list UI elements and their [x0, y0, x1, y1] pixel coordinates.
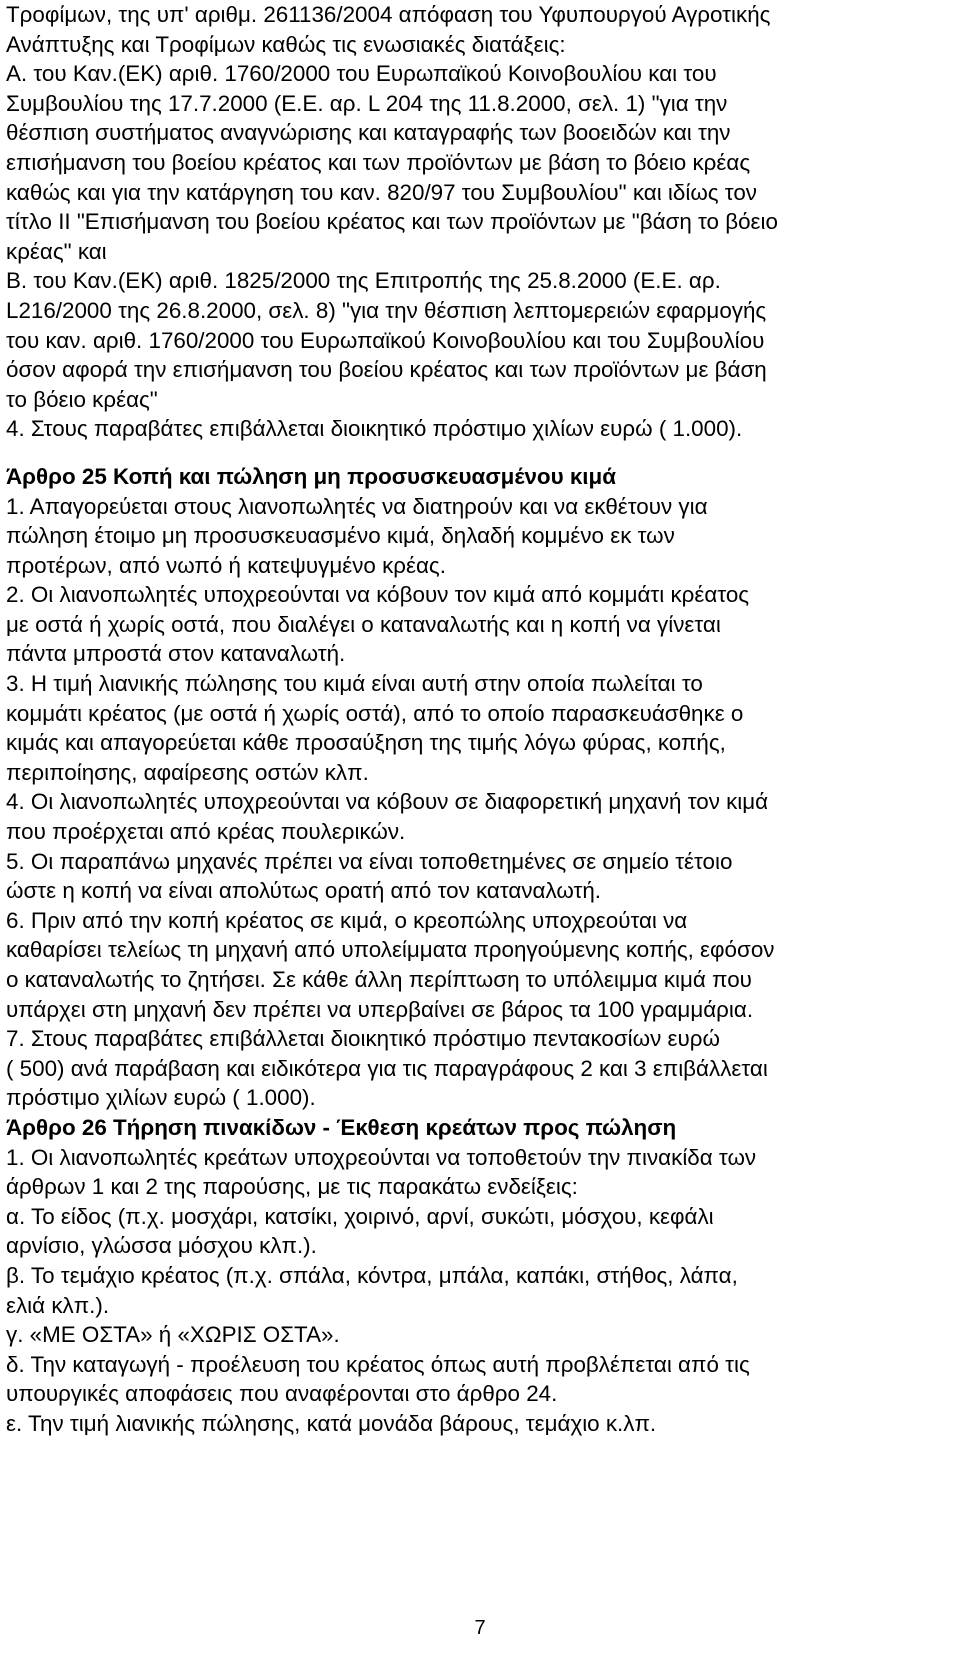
text-line: 6. Πριν από την κοπή κρέατος σε κιμά, ο κρεοπώλης υποχρεούται να: [6, 907, 688, 933]
spacer: [6, 444, 956, 462]
article-25-heading: Άρθρο 25 Κοπή και πώληση μη προσυσκευασμένου κιμά: [6, 463, 616, 489]
text-line: 1. Απαγορεύεται στους λιανοπωλητές να διατηρούν και να εκθέτουν για: [6, 493, 708, 519]
text-line: όσον αφορά την επισήμανση του βοείου κρέατος και των προϊόντων με βάση: [6, 357, 767, 383]
document-page: [6, 0, 956, 1439]
text-line: ελιά κλπ.).: [6, 1292, 110, 1318]
text-line: ( 500) ανά παράβαση και ειδικότερα για τις παραγράφους 2 και 3 επιβάλλεται: [6, 1055, 768, 1081]
text-line: κιμάς και απαγορεύεται κάθε προσαύξηση της τιμής λόγω φύρας, κοπής,: [6, 730, 726, 756]
text-line: 3. Η τιμή λιανικής πώλησης του κιμά είναι αυτή στην οποία πωλείται το: [6, 671, 703, 697]
text-line: 4. Στους παραβάτες επιβάλλεται διοικητικό πρόστιμο χιλίων ευρώ ( 1.000).: [6, 416, 743, 442]
text-line: πάντα μπροστά στον καταναλωτή.: [6, 641, 346, 667]
text-line: υπουργικές αποφάσεις που αναφέρονται στο άρθρο 24.: [6, 1381, 558, 1407]
text-line: Τροφίμων, της υπ' αριθμ. 261136/2004 απόφαση του Υφυπουργού Αγροτικής: [6, 2, 771, 27]
text-line: κομμάτι κρέατος (με οστά ή χωρίς οστά), από το οποίο παρασκευάσθηκε ο: [6, 700, 744, 726]
text-line: καθαρίσει τελείως τη μηχανή από υπολείμματα προηγούμενης κοπής, εφόσον: [6, 937, 775, 963]
text-line: θέσπιση συστήματος αναγνώρισης και καταγραφής των βοοειδών και την: [6, 120, 731, 146]
page-number: 7: [474, 1617, 486, 1639]
text-line: ε. Την τιμή λιανικής πώλησης, κατά μονάδα βάρους, τεμάχιο κ.λπ.: [6, 1410, 657, 1436]
text-line: δ. Την καταγωγή - προέλευση του κρέατος όπως αυτή προβλέπεται από τις: [6, 1351, 750, 1377]
text-line: καθώς και για την κατάργηση του καν. 820/97 του Συμβουλίου" και ιδίως τον: [6, 179, 757, 205]
text-line: 5. Οι παραπάνω μηχανές πρέπει να είναι τοποθετημένες σε σημείο τέτοιο: [6, 848, 733, 874]
article-26-heading: Άρθρο 26 Τήρηση πινακίδων - Έκθεση κρεάτων προς πώληση: [6, 1114, 677, 1140]
text-line: Α. του Καν.(ΕΚ) αριθ. 1760/2000 του Ευρωπαϊκού Κοινοβουλίου και του: [6, 61, 717, 87]
text-line: Ανάπτυξης και Τροφίμων καθώς τις ενωσιακές διατάξεις:: [6, 31, 566, 57]
text-line: του καν. αριθ. 1760/2000 του Ευρωπαϊκού Κοινοβουλίου και του Συμβουλίου: [6, 327, 765, 353]
text-line: ώστε η κοπή να είναι απολύτως ορατή από τον καταναλωτή.: [6, 878, 602, 904]
text-line: β. Το τεμάχιο κρέατος (π.χ. σπάλα, κόντρα, μπάλα, καπάκι, στήθος, λάπα,: [6, 1262, 738, 1288]
text-line: το βόειο κρέας": [6, 386, 158, 412]
text-line: προτέρων, από νωπό ή κατεψυγμένο κρέας.: [6, 552, 446, 578]
text-line: περιποίησης, αφαίρεσης οστών κλπ.: [6, 759, 369, 785]
text-line: 4. Οι λιανοπωλητές υποχρεούνται να κόβουν σε διαφορετική μηχανή τον κιμά: [6, 789, 769, 815]
article-25-section: [6, 462, 956, 1113]
intro-section: [6, 0, 956, 444]
text-line: άρθρων 1 και 2 της παρούσης, με τις παρακάτω ενδείξεις:: [6, 1174, 578, 1200]
text-line: με οστά ή χωρίς οστά, που διαλέγει ο καταναλωτής και η κοπή να γίνεται: [6, 611, 721, 637]
text-line: L216/2000 της 26.8.2000, σελ. 8) "για την θέσπιση λεπτομερειών εφαρμογής: [6, 297, 767, 323]
text-line: Β. του Καν.(ΕΚ) αριθ. 1825/2000 της Επιτροπής της 25.8.2000 (Ε.Ε. αρ.: [6, 268, 721, 294]
text-line: αρνίσιο, γλώσσα μόσχου κλπ.).: [6, 1233, 317, 1259]
text-line: 1. Οι λιανοπωλητές κρεάτων υποχρεούνται να τοποθετούν την πινακίδα των: [6, 1144, 757, 1170]
text-line: που προέρχεται από κρέας πουλερικών.: [6, 819, 406, 845]
text-line: α. Το είδος (π.χ. μοσχάρι, κατσίκι, χοιρινό, αρνί, συκώτι, μόσχου, κεφάλι: [6, 1203, 714, 1229]
text-line: Συμβουλίου της 17.7.2000 (Ε.Ε. αρ. L 204 της 11.8.2000, σελ. 1) "για την: [6, 90, 728, 116]
text-line: ο καταναλωτής το ζητήσει. Σε κάθε άλλη περίπτωση το υπόλειμμα κιμά που: [6, 967, 752, 992]
text-line: κρέας" και: [6, 238, 107, 264]
text-line: πρόστιμο χιλίων ευρώ ( 1.000).: [6, 1085, 316, 1111]
text-line: υπάρχει στη μηχανή δεν πρέπει να υπερβαίνει σε βάρος τα 100 γραμμάρια.: [6, 996, 754, 1022]
text-line: τίτλο ΙΙ "Επισήμανση του βοείου κρέατος και των προϊόντων με "βάση το βόειο: [6, 209, 778, 235]
text-line: 2. Οι λιανοπωλητές υποχρεούνται να κόβουν τον κιμά από κομμάτι κρέατος: [6, 582, 750, 608]
text-line: πώληση έτοιμο μη προσυσκευασμένο κιμά, δηλαδή κομμένο εκ των: [6, 523, 675, 549]
article-26-section: [6, 1113, 956, 1439]
text-line: επισήμανση του βοείου κρέατος και των προϊόντων με βάση το βόειο κρέας: [6, 149, 751, 175]
text-line: γ. «ΜΕ ΟΣΤΑ» ή «ΧΩΡΙΣ ΟΣΤΑ».: [6, 1322, 340, 1348]
text-line: 7. Στους παραβάτες επιβάλλεται διοικητικό πρόστιμο πεντακοσίων ευρώ: [6, 1026, 720, 1052]
